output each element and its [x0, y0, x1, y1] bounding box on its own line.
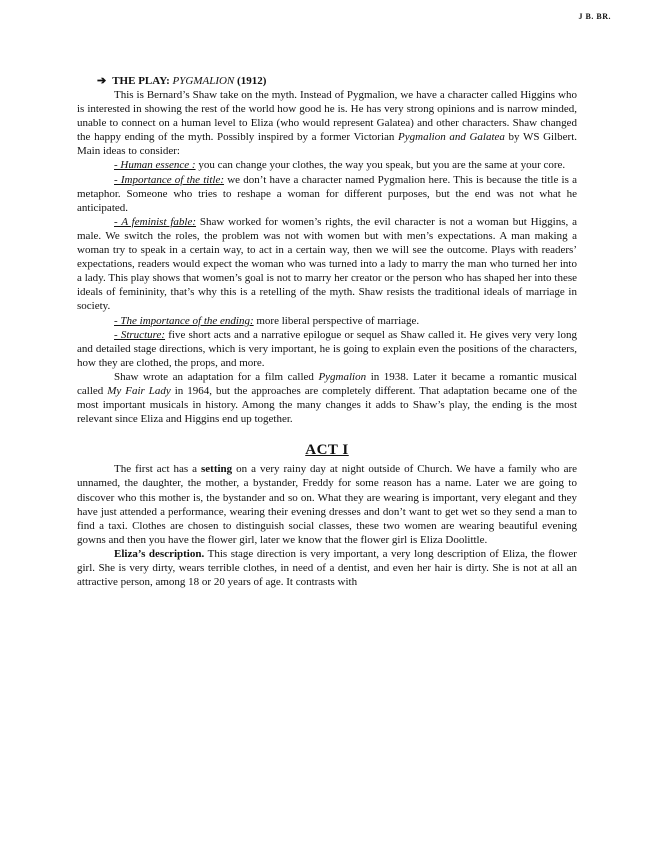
idea-importance-of-ending	[77, 314, 577, 328]
eliza-description-text: This stage direction is very important, a very long description of Eliza, the flower girl. She is very dirty, wears terrible clothes, in need of a dentist, and even her hair is dirty. She is not at all an attractive person, among 18 or 20 years of age. It contrasts with	[77, 547, 577, 589]
adaptation-text-1: Shaw wrote an adaptation for a film called	[114, 370, 314, 383]
idea-text: five short acts and a narrative epilogue or sequel as Shaw called it. He gives very very long and detailed stage directions, which is very important, he is going to explain even the positions of the characters, how they are clothed, the props, and more.	[77, 328, 577, 369]
intro-text-2: by WS Gilbert. Main ideas to consider:	[77, 131, 578, 158]
idea-text: we don’t have a character named Pygmalion here. This is because the title is a metaphor. Someone who tries to reshape a woman for different purposes, but the end was not what he anticipated.	[77, 173, 577, 214]
intro-work-title: Pygmalion and Galatea	[398, 131, 505, 144]
idea-label: - The importance of the ending:	[114, 314, 254, 327]
act-one-heading: ACT I	[305, 442, 349, 459]
heading-title: PYGMALION	[172, 75, 235, 87]
adaptation-musical-title: My Fair Lady	[107, 384, 171, 397]
idea-importance-of-title	[77, 173, 577, 215]
idea-text: you can change your clothes, the way you speak, but you are the same at your core.	[195, 159, 566, 172]
setting-text-1: The first act has a	[114, 463, 198, 476]
setting-text-2: on a very rainy day at night outside of Church. We have a family who are unnamed, the daughter, the mother, a bystander, Freddy for some reason has a name. Later we are going to discover who this mother is, the bystander and so on. What they are wearing is important, very elegant and they have just attended a performance, wearing their evening dresses and don’t want to get wet so they send a man to find a taxi. Clothes are chosen to distinguish social classes, these two women are wearing beautiful evening gowns and then you have the flower girl, later we know that the flower girl is Eliza Doolittle.	[77, 463, 578, 546]
idea-text: Shaw worked for women’s rights, the evil character is not a woman but Higgins, a male. We switch the roles, the problem was not with women but with men’s expectations. A man making a woman try to speak in a certain way, to act in a certain way, then we will see the outcome. Plays with readers’ expectations, readers would expect the woman who was turned into a lady to marry the man who turned her into a lady. This play shows that women’s goal is not to marry her creator or the person who has shaped her into these ideals of femininity, that’s why this is a retelling of the myth. Shaw resists the traditional ideals of marriage in society.	[77, 215, 577, 313]
adaptation-text-3: in 1964, but the approaches are completely different. That adaptation became one of the most important musicals in history. Among the many changes it adds to Shaw’s play, the ending is the most relevant since Eliza and Higgins end up together.	[77, 384, 578, 426]
idea-label: - Human essence :	[114, 159, 196, 172]
idea-label: - Structure:	[114, 328, 166, 341]
idea-human-essence	[77, 158, 577, 172]
adaptation-film-title: Pygmalion	[318, 370, 367, 383]
adaptation-text-2: in 1938. Later it became a romantic musical called	[77, 370, 577, 397]
setting-keyword: setting	[201, 463, 233, 476]
play-section-heading	[97, 74, 577, 88]
idea-label: - Importance of the title:	[114, 173, 225, 186]
heading-prefix: THE PLAY:	[112, 75, 170, 87]
eliza-description-label: Eliza’s description.	[114, 547, 205, 560]
idea-structure	[77, 328, 577, 370]
eliza-description-paragraph	[77, 547, 577, 589]
idea-text: more liberal perspective of marriage.	[253, 314, 420, 327]
page-header-initials: J B. BR.	[578, 12, 611, 21]
adaptation-paragraph	[77, 370, 577, 426]
idea-label: - A feminist fable:	[114, 215, 197, 228]
setting-paragraph	[77, 462, 577, 547]
intro-text-1: This is Bernard’s Shaw take on the myth. Instead of Pygmalion, we have a character called Higgins who is interested in showing the rest of the world how good he is. He has very strong opinions and is narrow minded, unable to connect on a human level to Eliza (who would represent Galatea) and other characters. Shaw changed the happy ending of the myth. Possibly inspired by a former Victorian	[77, 89, 577, 144]
heading-year: (1912)	[237, 75, 267, 87]
intro-paragraph	[77, 88, 577, 158]
arrow-icon: ➔	[97, 75, 107, 87]
idea-feminist-fable	[77, 215, 577, 314]
document-body	[77, 74, 577, 589]
